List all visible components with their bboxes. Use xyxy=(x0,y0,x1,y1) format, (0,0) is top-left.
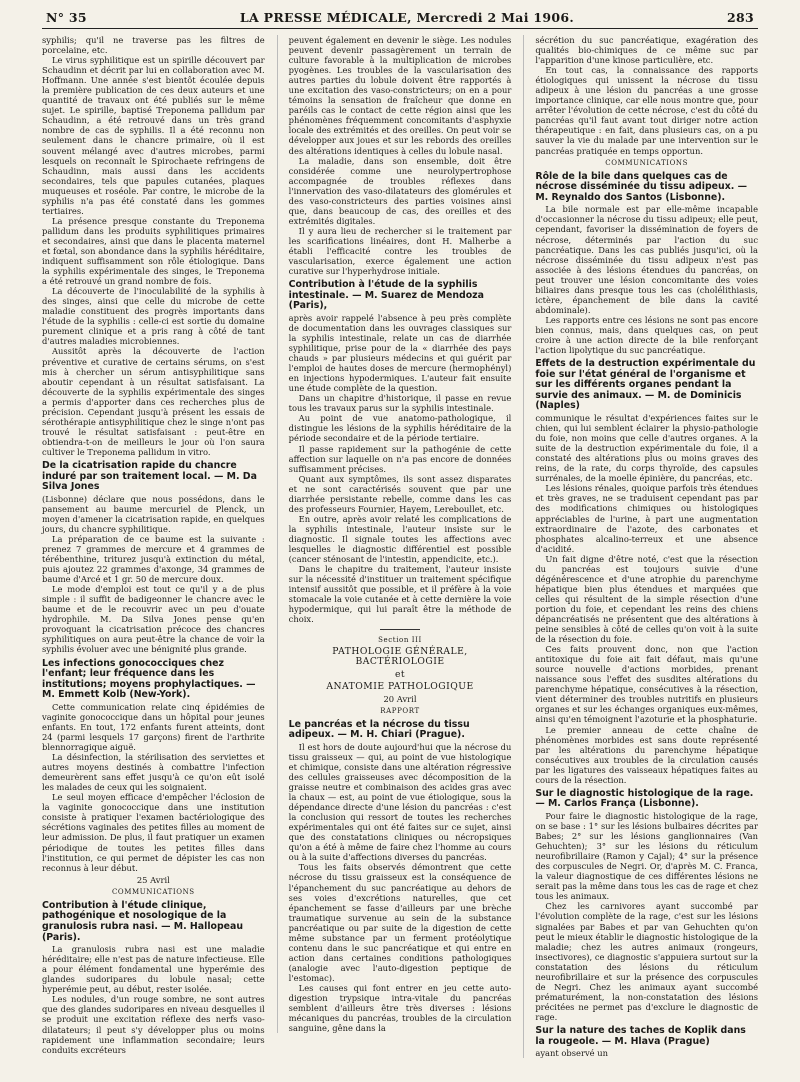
article-heading: Contribution à l'étude clinique, pathogénique et nosologique de la granulosis rubra nasi. — M. Hallopeau (Paris). xyxy=(42,899,244,943)
section-title: PATHOLOGIE GÉNÉRALE, BACTÉRIOLOGIE xyxy=(332,646,468,668)
paragraph: Aussitôt après la découverte de l'action préventive et curative de certains sérums, on s'est mis à chercher un sérum antisyphilitique sans aboutir cependant à un résultat satisfaisant. La découverte de la syphilis expérimentale des singes a permis d'apporter dans ces recherches plus de précision. Cependant jusqu'à présent les essais de sérothérapie antisyphilitique chez le singe n'ont pas trouvé le résultat satisfaisant : peut-être en obtiendra-t-on de meilleurs le jour où l'on saura cultiver le Treponema pallidum in vitro. xyxy=(42,346,265,457)
paragraph: Les causes qui font entrer en jeu cette auto-digestion trypsique intra-vitale du pancréas semblent d'ailleurs être très diverses : lésions mécaniques du pancréas, troubles de la circulation sanguine, gêne dans la xyxy=(288,983,512,1034)
paragraph: La maladie, dans son ensemble, doit être considérée comme une neurolypertrophose accompagnée de troubles réflexes dans l'innervation des vaso-dilatateurs des glomérules et des vaso-constricteurs des parties voisines ainsi que, dans beaucoup de cas, des oreilles et des extrémités digitales. xyxy=(288,155,512,226)
paragraph: Le virus syphilitique est un spirille découvert par Schaudinn et décrit par lui en collaboration avec M. Hoffmann. Une année s'est bientôt écoulée depuis la première publication de ces deux auteurs et une quantité de travaux ont été publiés sur le même sujet. Le spirille, baptisé Treponema pallidum par Schaudinn, a été retrouvé dans un très grand nombre de cas de syphilis. Il a été reconnu non seulement dans le chancre primaire, où il est souvent mélangé avec d'autres microbes, parmi lesquels on reconnaît le Spirochaete refringens de Schaudinn, mais aussi dans les accidents secondaires, tels que papules cutanées, plaques muqueuses et roséole. Par contre, le microbe de la syphilis n'a pas été constaté dans les gommes tertiaires. xyxy=(42,55,265,216)
column-2 xyxy=(277,35,512,1033)
paragraph: La préparation de ce baume est la suivante : prenez 7 grammes de mercure et 4 grammes de térébenthine, triturez jusqu'à extinction du métal, puis ajoutez 22 grammes d'axonge, 34 grammes de baume d'Arcé et 1 gr. 50 de mercure doux. xyxy=(42,533,265,585)
issue-number: N° 35 xyxy=(46,10,87,25)
paragraph: Les nodules, d'un rouge sombre, ne sont autres que des glandes sudoripares en niveau desquelles il se produit une excitation réflexe des nerfs vaso-dilatateurs; il peut s'y développer plus ou moins rapidement une inflammation secondaire; leurs conduits excréteurs xyxy=(42,994,265,1055)
paragraph: Chez les carnivores ayant succombé par l'évolution complète de la rage, c'est sur les lésions signalées par Babes et par van Gehuchten qu'on peut le mieux établir le diagnostic histologique de la maladie; chez les autres animaux (rongeurs, insectivores), ce diagnostic s'appuiera surtout sur la constatation des lésions du réticulum neurofibrillaire et sur la présence des corpuscules de Negri. Chez les animaux ayant succombé prématurément, la non-constatation des lésions précitées ne permet pas d'exclure le diagnostic de rage. xyxy=(535,901,759,1022)
article-heading: Les infections gonococciques chez l'enfant; leur fréquence dans les institutions; moyens prophylactiques. — M. Emmett Kolb (New-York). xyxy=(42,657,256,701)
subsection-label: COMMUNICATIONS xyxy=(111,887,195,896)
paragraph: ayant observé un xyxy=(535,1048,609,1059)
article-heading: Le pancréas et la nécrose du tissu adipeux. — M. H. Chiari (Prague). xyxy=(288,718,470,741)
section-title: ANATOMIE PATHOLOGIQUE xyxy=(326,680,474,692)
paragraph: Le premier anneau de cette chaîne de phénomènes morbides est sans doute représenté par les altérations du parenchyme hépatique consécutives aux troubles de la circulation causés par les ligatures des vaisseaux hépatiques faites au cours de la résection. xyxy=(535,724,759,785)
paragraph: peuvent également en devenir le siège. Les nodules peuvent devenir passagèrement un terrain de culture favorable à la multiplication de microbes pyogènes. Les troubles de la vascularisation des autres parties du lobule doivent être rapportés à une excitation des vaso-constricteurs; on en a pour témoins la sensation de fraîcheur que donne en paréils cas le contact de cette région ainsi que les phénomènes fréquemment concomitants d'asphyxie locale des extrémités et des oreilles. On peut voir se développer aux joues et sur les rebords des oreilles des altérations identiques à celles du lobule nasal. xyxy=(288,35,512,156)
paragraph: Au point de vue anatomo-pathologique, il distingue les lésions de la syphilis héréditaire de la période secondaire et de la période tertiaire. xyxy=(288,413,512,444)
paragraph: La bile normale est par elle-même incapable d'occasionner la nécrose du tissu adipeux; elle peut, cependant, favoriser la dissémination de foyers de nécrose, déterminés par l'action du suc pancréatique. Dans les cas publiés jusqu'ici, où la nécrose disséminée du tissu adipeux n'est pas associée à des lésions étendues du pancréas, on peut trouver une lésion concomitante des voies biliaires dans presque tous les cas (cholélithiasis, ictère, épanchement de bile dans la cavité abdominale). xyxy=(535,204,759,315)
column-3 xyxy=(523,35,758,1058)
subsection-label: RAPPORT xyxy=(380,706,420,715)
paragraph: Dans le chapitre du traitement, l'auteur insiste sur la nécessité d'instituer un traitement spécifique intensif aussitôt que possible, et il préfère à la voie stomacale la voie cutanée et à cette dernière la voie hypodermique, qui lui paraît être la méthode de choix. xyxy=(288,564,512,625)
paragraph: après avoir rappelé l'absence à peu près complète de documentation dans les ouvrages classiques sur la syphilis intestinale, relate un cas de diarrhée syphilitique, prise pour de la « diarrhée des pays chauds » par plusieurs médecins et qui guérit par l'emploi de hautes doses de mercure (hermophényl) en injections hypodermiques. L'auteur fait ensuite une étude complète de la question. xyxy=(288,312,512,394)
subsection-label: COMMUNICATIONS xyxy=(605,158,689,167)
paragraph: Cette communication relate cinq épidémies de vaginite gonococcique dans un hôpital pour jeunes enfants. En tout, 172 enfants furent atteints, dont 24 (parmi lesquels 17 garçons) firent de l'arthrite blennorragique aiguë. xyxy=(42,701,265,753)
paragraph: sécrétion du suc pancréatique, exagération des qualités bio-chimiques de ce même suc par l'apparition d'une kinose particulière, etc. xyxy=(535,35,759,66)
paragraph: La présence presque constante du Treponema pallidum dans les produits syphilitiques primaires et secondaires, ainsi que dans le placenta maternel et fœtal, son abondance dans la syphilis héréditaire, indiquent suffisamment son rôle étiologique. Dans la syphilis expérimentale des singes, le Treponema a été retrouvé un grand nombre de fois. xyxy=(42,215,265,287)
journal-title: LA PRESSE MÉDICALE, Mercredi 2 Mai 1906. xyxy=(239,10,575,25)
article-heading: De la cicatrisation rapide du chancre induré par son traitement local. — M. Da Silva Jones xyxy=(42,459,257,493)
paragraph: La découverte de l'inoculabilité de la syphilis à des singes, ainsi que celle du microbe de cette maladie constituent des progrès importants dans l'étude de la syphilis : celle-ci est sortie du domaine purement clinique et a pris rang à côté de tant d'autres maladies microbiennes. xyxy=(42,286,265,347)
column-1 xyxy=(42,35,265,1055)
paragraph: Ces faits prouvent donc, non que l'action antitoxique du foie ait fait défaut, mais qu'une source nouvelle d'actions morbides, prenant naissance sous l'effet des susdites altérations du parenchyme hépatique, consécutives à la résection, vient déterminer des troubles nutritifs en plusieurs organes et sur les échanges organiques eux-mêmes, ainsi qu'en témoignent l'azoturie et la phosphaturie. xyxy=(535,644,759,725)
section-divider xyxy=(380,629,420,630)
paragraph: Le seul moyen efficace d'empêcher l'éclosion de la vaginite gonococcique dans une institution consiste à pratiquer l'examen bactériologique des sécrétions vaginales des petites filles au moment de leur admission. De plus, il faut pratiquer un examen périodique de toutes les petites filles dans l'institution, ce qui permet de dépister les cas non reconnus à leur début. xyxy=(42,792,265,873)
section-title: et xyxy=(394,668,406,680)
paragraph: Il est hors de doute aujourd'hui que la nécrose du tissu graisseux — qui, au point de vue histologique et chimique, consiste dans une altération régressive des cellules graisseuses avec décomposition de la graisse neutre et combinaison des acides gras avec la chaux — est, au point de vue étiologique, sous la dépendance directe d'une lésion du pancréas : c'est la conclusion qui ressort de toutes les recherches expérimentales qui ont été faites sur ce sujet, ainsi que des constatations cliniques ou nécropsiques qu'on a été à même de faire chez l'homme au cours ou à la suite d'affections diverses du pancréas. xyxy=(288,741,512,863)
paragraph: La désinfection, la stérilisation des serviettes et autres moyens destinés à combattre l'infection demeurèrent sans effet jusqu'à ce qu'on eût isolé les malades de ceux qui les soignaient. xyxy=(42,752,265,793)
paragraph: communique le résultat d'expériences faites sur le chien, qui lui semblent éclairer la physio-pathologie du foie, non moins que celle d'autres organes. A la suite de la destruction expérimentale du foie, il a constaté des altérations plus ou moins graves des reins, de la rate, du corps thyroïde, des capsules surrénales, de la moelle épinière, du pancréas, etc. xyxy=(535,413,759,484)
paragraph: En outre, après avoir relaté les complications de la syphilis intestinale, l'auteur insiste sur le diagnostic. Il signale toutes les affections avec lesquelles le diagnostic différentiel est possible (cancer sténosant de l'intestin, appendicite, etc.). xyxy=(288,513,512,565)
article-heading: Sur la nature des taches de Koplik dans la rougeole. — M. Hlava (Prague) xyxy=(535,1024,746,1047)
session-date: 25 Avril xyxy=(136,874,170,885)
page-header xyxy=(42,10,758,25)
paragraph: La granulosis rubra nasi est une maladie héréditaire; elle n'est pas de nature infectieuse. Elle a pour élément fondamental une hyperémie des glandes sudoripares du lobule nasal; cette hyperémie peut, au début, rester isolée. xyxy=(42,944,265,995)
section-label: Section III xyxy=(378,636,422,645)
text-columns xyxy=(42,35,758,1058)
article-heading: Rôle de la bile dans quelques cas de nécrose disséminée du tissu adipeux. — M. Reynaldo dos Santos (Lisbonne). xyxy=(535,170,747,203)
header-rule xyxy=(42,28,758,29)
paragraph: En tout cas, la connaissance des rapports étiologiques qui unissent la nécrose du tissu adipeux à une lésion du pancréas a une grosse importance clinique, car elle nous montre que, pour arrêter l'évolution de cette nécrose, c'est du côté du pancréas qu'il faut avant tout diriger notre action thérapeutique : en fait, dans plusieurs cas, on a pu sauver la vie du malade par une intervention sur le pancréas pratiquée en temps opportun. xyxy=(535,65,759,156)
paragraph: (Lisbonne) déclare que nous possédons, dans le pansement au baume mercuriel de Plenck, un moyen d'amener la cicatrisation rapide, en quelques jours, du chancre syphilitique. xyxy=(42,493,265,534)
article-heading: Effets de la destruction expérimentale du foie sur l'état général de l'organisme et sur les différents organes pendant la survie des animaux. — M. de Dominicis (Naples) xyxy=(535,358,756,412)
paragraph: Pour faire le diagnostic histologique de la rage, on se base : 1° sur les lésions bulbaires décrites par Babes; 2° sur les lésions ganglionnaires (Van Gehuchten); 3° sur les lésions du réticulum neurofibrillaire (Ramon y Cajal); 4° sur la présence des corpuscules de Negri. Or, d'après M. C. Franca, la valeur diagnostique de ces différentes lésions ne serait pas la même dans tous les cas de rage et chez tous les animaux. xyxy=(535,810,759,902)
paragraph: Les rapports entre ces lésions ne sont pas encore bien connus, mais, dans quelques cas, on peut croire à une action directe de la bile renforçant l'action lipolytique du suc pancréatique. xyxy=(535,314,759,356)
paragraph: Quant aux symptômes, ils sont assez disparates et ne sont caractérisés souvent que par une diarrhée persistante rebelle, comme dans les cas des professeurs Fournier, Hayem, Lereboullet, etc. xyxy=(288,473,512,514)
article-heading: Contribution à l'étude de la syphilis intestinale. — M. Suarez de Mendoza (Paris), xyxy=(288,279,484,312)
paragraph: Il y aura lieu de rechercher si le traitement par les scarifications linéaires, dont H. Malherbe a établi l'efficacité contre les troubles de vascularisation, exerce également une action curative sur l'hyperhydrose initiale. xyxy=(288,225,512,277)
paragraph: Dans un chapitre d'historique, il passe en revue tous les travaux parus sur la syphilis intestinale. xyxy=(288,393,512,414)
paragraph: Le mode d'emploi est tout ce qu'il y a de plus simple : il suffit de badigeonner le chancre avec le baume et de le recouvrir avec un peu d'ouate hydrophile. M. Da Silva Jones pense qu'en provoquant la cicatrisation précoce des chancres syphilitiques on aura peut-être la chance de voir la syphilis évoluer avec une bénignité plus grande. xyxy=(42,584,265,655)
paragraph: Il passe rapidement sur la pathogénie de cette affection sur laquelle on n'a pas encore de données suffisamment précises. xyxy=(288,443,512,474)
paragraph: Un fait digne d'être noté, c'est que la résection du pancréas est toujours suivie d'une dégénérescence et d'une atrophie du parenchyme hépatique bien plus étendues et marquées que celles qui résultent de la simple résection d'une portion du foie, et cependant les reins des chiens dépancréatisés ne présentent que des altérations à peine sensibles à côté de celles qu'on voit à la suite de la résection du foie. xyxy=(535,553,759,645)
paragraph: Les lésions rénales, quoique parfois très étendues et très graves, ne se traduisent cependant pas par des modifications chimiques ou histologiques appréciables de l'urine, à part une augmentation extraordinaire de l'azote, des carbonates et phosphates alcalino-terreux et une absence d'acidité. xyxy=(535,483,759,554)
page-number: 283 xyxy=(727,10,754,25)
session-date: 20 Avril xyxy=(383,693,417,704)
paragraph: syphilis; qu'il ne traverse pas les filtres de porcelaine, etc. xyxy=(42,35,265,56)
paragraph: Tous les faits observés démontrent que cette nécrose du tissu graisseux est la conséquence de l'épanchement du suc pancréatique au dehors de ses voies d'excrétions naturelles, que cet épanchement se fasse d'ailleurs par une brèche traumatique survenue au sein de la substance pancréatique ou par suite de la digestion de cette même substance par un ferment protéolytique contenu dans le suc pancréatique et qui entre en action dans certaines conditions pathologiques (analogie avec l'auto-digestion peptique de l'estomac). xyxy=(288,862,512,983)
article-heading: Sur le diagnostic histologique de la rage. — M. Carlos França (Lisbonne). xyxy=(535,787,754,810)
